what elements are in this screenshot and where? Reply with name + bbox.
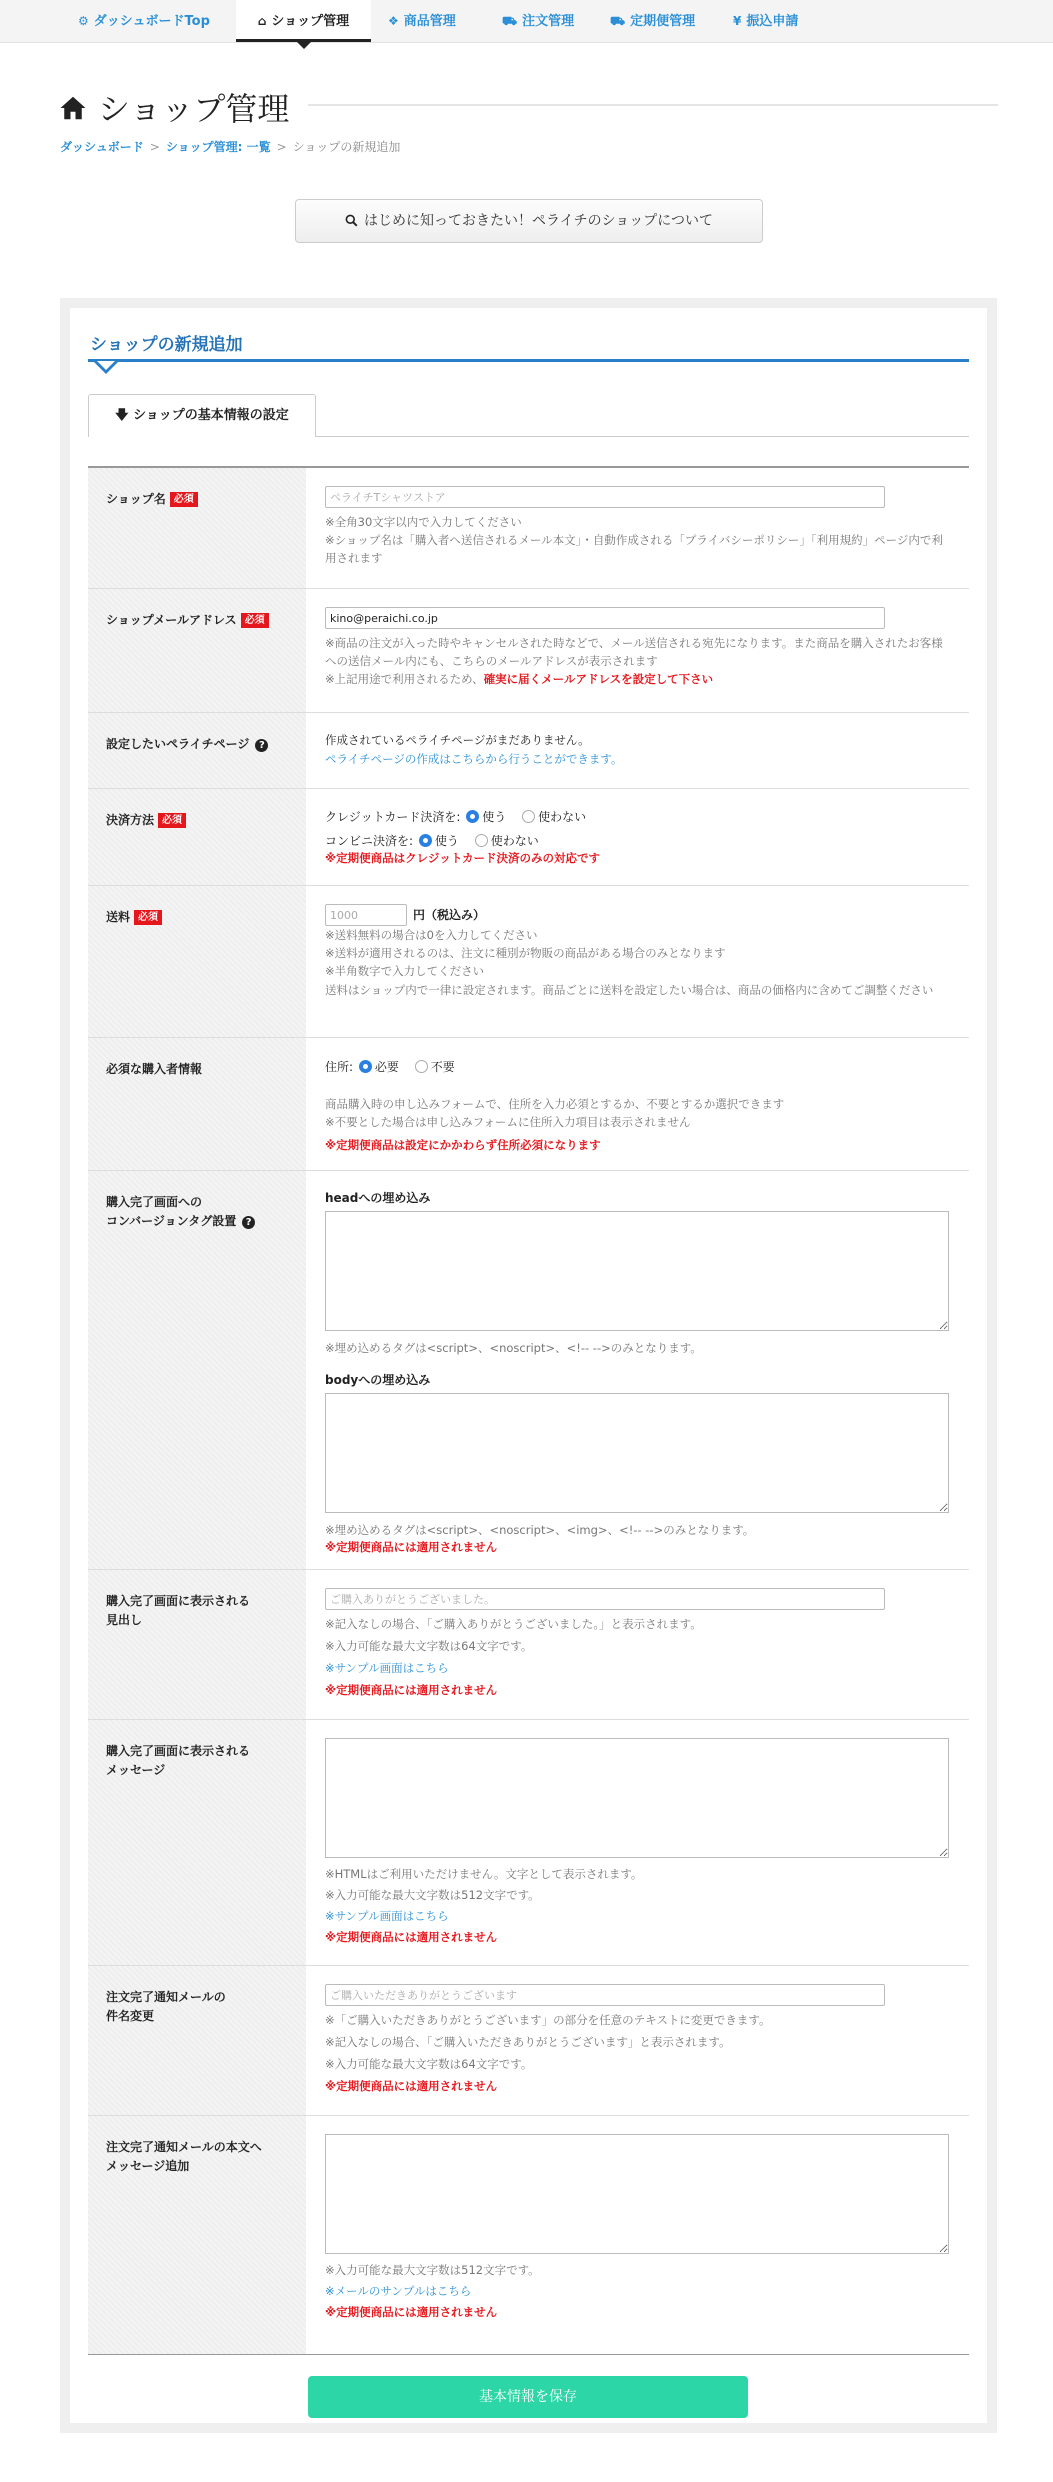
nav-subscription-management[interactable]: ⛟ 定期便管理 <box>610 0 695 42</box>
row-payment <box>88 789 969 886</box>
nav-transfer-request[interactable]: ¥ 振込申請 <box>733 0 798 42</box>
row-complete-message <box>88 1720 969 1966</box>
home-icon <box>58 93 88 123</box>
mail-subject-default-note: ※記入なしの場合、「ご購入いただきありがとうございます」と表示されます。 <box>325 2035 731 2049</box>
buyer-info-label: 必須な購入者情報 <box>88 1038 306 1170</box>
mail-subject-input[interactable] <box>325 1984 885 2006</box>
conv-nouse-radio[interactable] <box>475 834 488 847</box>
head-embed-textarea[interactable] <box>325 1211 949 1331</box>
complete-message-note: ※HTMLはご利用いただけません。文字として表示されます。 <box>325 1867 643 1881</box>
page-header <box>58 80 998 130</box>
complete-heading-maxlen: ※入力可能な最大文字数は64文字です。 <box>325 1639 533 1653</box>
shop-name-usage-note: ※ショップ名は「購入者へ送信されるメール本文」・自動作成される「プライバシーポリシー」「利用規約」ページ内で利用されます <box>325 533 943 565</box>
shop-email-input[interactable] <box>325 607 885 629</box>
form-panel <box>60 298 997 2433</box>
body-embed-label: bodyへの埋め込み <box>325 1373 431 1387</box>
nav-product-management[interactable]: ❖ 商品管理 <box>388 0 456 42</box>
row-page-setting <box>88 713 969 789</box>
complete-message-maxlen: ※入力可能な最大文字数は512文字です。 <box>325 1888 540 1902</box>
complete-heading-label: 購入完了画面に表示される 見出し <box>88 1570 306 1719</box>
shipping-note-apply: ※送料が適用されるのは、注文に種別が物販の商品がある場合のみとなります <box>325 946 726 960</box>
nav-shop-management[interactable]: ⌂ ショップ管理 <box>236 0 371 42</box>
row-shop-email <box>88 589 969 713</box>
form-panel-inner <box>70 308 987 2423</box>
shop-email-warning: ※上記用途で利用されるため、確実に届くメールアドレスを設定して下さい <box>325 672 714 686</box>
nav-order-management[interactable]: ⛟ 注文管理 <box>502 0 574 42</box>
top-nav <box>0 0 1053 43</box>
mail-sample-link[interactable]: ※メールのサンプルはこちら <box>325 2284 472 2298</box>
payment-label: 決済方法 必須 <box>88 789 306 885</box>
required-badge: 必須 <box>158 813 186 828</box>
page-setting-label: 設定したいペライチページ ? <box>88 713 306 788</box>
mail-subject-maxlen: ※入力可能な最大文字数は64文字です。 <box>325 2057 533 2071</box>
mail-body-textarea[interactable] <box>325 2134 949 2254</box>
shop-email-label: ショップメールアドレス 必須 <box>88 589 306 712</box>
complete-heading-sample-link[interactable]: ※サンプル画面はこちら <box>325 1661 449 1675</box>
shipping-label: 送料 必須 <box>88 886 306 1037</box>
truck-icon: ⛟ <box>610 14 626 28</box>
complete-message-warning: ※定期便商品には適用されません <box>325 1930 498 1944</box>
shipping-note-uniform: 送料はショップ内で一律に設定されます。商品ごとに送料を設定したい場合は、商品の価格内に含めてご調整ください <box>325 983 934 997</box>
buyer-info-warning: ※定期便商品は設定にかかわらず住所必須になります <box>325 1138 601 1152</box>
cart-icon: ⛟ <box>502 14 518 28</box>
conversion-warning: ※定期便商品には適用されません <box>325 1540 498 1554</box>
save-basic-info-button[interactable]: 基本情報を保存 <box>308 2376 748 2418</box>
shop-email-note: ※商品の注文が入った時やキャンセルされた時などで、メール送信される宛先になります。また商品を購入されたお客様への送信メール内にも、こちらのメールアドレスが表示されます <box>325 636 943 668</box>
tab-basic-info[interactable]: 🡇 ショップの基本情報の設定 <box>88 394 316 437</box>
shipping-note-free: ※送料無料の場合は0を入力してください <box>325 928 538 942</box>
complete-heading-warning: ※定期便商品には適用されません <box>325 1683 498 1697</box>
required-badge: 必須 <box>241 613 269 628</box>
shop-name-input[interactable] <box>325 486 885 508</box>
conv-use-radio[interactable] <box>419 834 432 847</box>
help-icon[interactable]: ? <box>255 739 268 752</box>
dashboard-icon: ⚙ <box>78 14 89 28</box>
breadcrumb: ダッシュボード > ショップ管理: 一覧 > ショップの新規追加 <box>60 140 401 154</box>
breadcrumb-shop-list[interactable]: ショップ管理: 一覧 <box>165 140 271 154</box>
create-page-link[interactable]: ペライチページの作成はこちらから行うことができます。 <box>325 752 623 766</box>
about-shop-button[interactable]: はじめに知っておきたい！ペライチのショップについて <box>295 199 763 243</box>
row-buyer-info <box>88 1038 969 1171</box>
cubes-icon: ❖ <box>388 14 399 28</box>
mail-body-label: 注文完了通知メールの本文へ メッセージ追加 <box>88 2116 306 2354</box>
conversion-tag-label: 購入完了画面への コンバージョンタグ設置 ? <box>88 1171 306 1569</box>
row-complete-heading <box>88 1570 969 1720</box>
mail-subject-warning: ※定期便商品には適用されません <box>325 2079 498 2093</box>
arrow-down-icon: 🡇 <box>115 408 134 423</box>
row-mail-subject <box>88 1966 969 2116</box>
form-bottom-divider <box>88 2354 969 2355</box>
credit-card-setting: クレジットカード決済を: 使う 使わない <box>325 810 587 824</box>
yen-icon: ¥ <box>733 14 742 28</box>
nav-dashboard-top[interactable]: ⚙ ダッシュボードTop <box>78 0 210 42</box>
shipping-unit: 円（税込み） <box>413 908 486 922</box>
mail-subject-note: ※「ご購入いただきありがとうございます」の部分を任意のテキストに変更できます。 <box>325 2013 771 2027</box>
credit-use-radio[interactable] <box>466 810 479 823</box>
buyer-info-note: 商品購入時の申し込みフォームで、住所を入力必須とするか、不要とするか選択できます <box>325 1097 785 1111</box>
required-badge: 必須 <box>170 492 198 507</box>
mail-subject-label: 注文完了通知メールの 件名変更 <box>88 1966 306 2115</box>
complete-message-textarea[interactable] <box>325 1738 949 1858</box>
buyer-info-note-2: ※不要とした場合は申し込みフォームに住所入力項目は表示されません <box>325 1115 691 1129</box>
search-icon <box>345 200 358 242</box>
page-setting-text: 作成されているペライチページがまだありません。 <box>325 733 590 747</box>
section-divider <box>88 359 969 362</box>
head-embed-label: headへの埋め込み <box>325 1191 431 1205</box>
shipping-fee-input[interactable] <box>325 904 407 926</box>
breadcrumb-current: ショップの新規追加 <box>292 140 401 154</box>
complete-message-sample-link[interactable]: ※サンプル画面はこちら <box>325 1909 449 1923</box>
section-title: ショップの新規追加 <box>90 335 243 355</box>
address-setting: 住所: 必要 不要 <box>325 1060 455 1074</box>
title-divider <box>308 104 998 106</box>
head-embed-note: ※埋め込めるタグは<script>、<noscript>、<!-- -->のみとなります。 <box>325 1341 702 1355</box>
mail-body-maxlen: ※入力可能な最大文字数は512文字です。 <box>325 2263 540 2277</box>
row-mail-body <box>88 2116 969 2354</box>
convenience-store-setting: コンビニ決済を: 使う 使わない <box>325 834 539 848</box>
help-icon[interactable]: ? <box>242 1216 255 1229</box>
complete-message-label: 購入完了画面に表示される メッセージ <box>88 1720 306 1965</box>
breadcrumb-dashboard[interactable]: ダッシュボード <box>60 140 144 154</box>
address-not-required-radio[interactable] <box>415 1060 428 1073</box>
mail-body-warning: ※定期便商品には適用されません <box>325 2305 498 2319</box>
credit-nouse-radio[interactable] <box>522 810 535 823</box>
body-embed-textarea[interactable] <box>325 1393 949 1513</box>
required-badge: 必須 <box>134 910 162 925</box>
shop-name-note: ※全角30文字以内で入力してください <box>325 515 522 529</box>
row-conversion-tag <box>88 1171 969 1570</box>
shipping-note-numeric: ※半角数字で入力してください <box>325 964 485 978</box>
home-icon: ⌂ <box>257 14 267 28</box>
address-required-radio[interactable] <box>359 1060 372 1073</box>
page-title: ショップ管理 <box>58 84 289 130</box>
complete-heading-note: ※記入なしの場合、「ご購入ありがとうございました。」と表示されます。 <box>325 1617 702 1631</box>
row-shop-name <box>88 468 969 589</box>
body-embed-note: ※埋め込めるタグは<script>、<noscript>、<img>、<!-- -->のみとなります。 <box>325 1523 755 1537</box>
payment-warning: ※定期便商品はクレジットカード決済のみの対応です <box>325 851 601 865</box>
active-caret <box>296 41 312 49</box>
complete-heading-input[interactable] <box>325 1588 885 1610</box>
shop-name-label: ショップ名 必須 <box>88 468 306 588</box>
row-shipping <box>88 886 969 1038</box>
